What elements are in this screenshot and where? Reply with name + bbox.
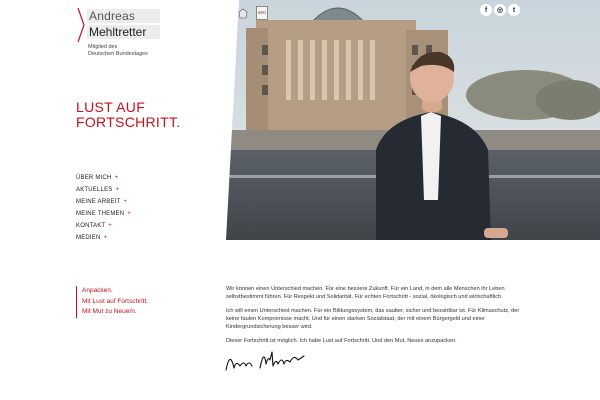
- nav-item-meine-themen[interactable]: [76, 208, 131, 220]
- reichstag-portrait-image: [226, 0, 600, 240]
- sidebar: [0, 0, 226, 240]
- expand-plus-icon[interactable]: +: [115, 187, 120, 193]
- name-first[interactable]: Andreas: [87, 9, 160, 23]
- intro-paragraph: Dieser Fortschritt ist möglich. Ich habe Lust auf Fortschritt. Und den Mut, Neues anzupacken.: [226, 338, 457, 344]
- expand-plus-icon[interactable]: +: [108, 223, 113, 229]
- main-nav: [76, 172, 131, 244]
- tagline-line1: LUST AUF: [76, 99, 146, 115]
- nav-label: AKTUELLES: [76, 187, 113, 193]
- subtitle-line1: Mitglied des: [88, 44, 118, 50]
- nav-label: MEINE ARBEIT: [76, 199, 121, 205]
- photo-edge-wedge: [226, 0, 242, 240]
- intro-text: [226, 285, 526, 351]
- expand-plus-icon[interactable]: +: [127, 211, 132, 217]
- expand-plus-icon[interactable]: +: [114, 175, 119, 181]
- intro-paragraph: Wir können einen Unterschied machen. Für eine bessere Zukunft. Für ein Land, in dem alle Menschen ihr Leben selbstbestimmt führen. Für Respekt und Solidarität. Für echten Fortschritt - sozial, ökologisch und wirtschaftlich.: [226, 286, 505, 300]
- claim-line2: Mit Lust auf Fortschritt.: [82, 297, 149, 305]
- bundestag-logo-icon[interactable]: [238, 7, 248, 19]
- nav-label: ÜBER MICH: [76, 175, 112, 181]
- nav-item-kontakt[interactable]: [76, 220, 131, 232]
- claim-line3: Mit Mut zu Neuem.: [82, 308, 137, 315]
- tagline: [76, 100, 180, 130]
- nav-item-meine-arbeit[interactable]: [76, 196, 131, 208]
- facebook-icon[interactable]: f: [480, 4, 492, 16]
- expand-plus-icon[interactable]: +: [103, 235, 108, 241]
- claim-line1: Anpacken.: [82, 287, 113, 294]
- tagline-line2: FORTSCHRITT.: [76, 114, 181, 130]
- nav-label: MEINE THEMEN: [76, 211, 125, 217]
- brand-slash-mark: [77, 8, 85, 42]
- name-last[interactable]: Mehltretter: [87, 25, 160, 39]
- nav-item-ueber-mich[interactable]: [76, 172, 131, 184]
- social-links: [480, 4, 520, 16]
- twitter-icon[interactable]: t: [508, 4, 520, 16]
- nav-item-medien[interactable]: [76, 232, 131, 244]
- signature-image: [222, 346, 312, 376]
- instagram-icon[interactable]: ◎: [494, 4, 506, 16]
- nav-label: MEDIEN: [76, 235, 101, 241]
- nav-label: KONTAKT: [76, 223, 106, 229]
- expand-plus-icon[interactable]: +: [123, 199, 128, 205]
- nav-item-aktuelles[interactable]: [76, 184, 131, 196]
- claims-block: [76, 286, 148, 318]
- hero-photo: [226, 0, 600, 240]
- spd-logo-icon[interactable]: SPD: [256, 6, 268, 20]
- intro-paragraph: Ich will einen Unterschied machen. Für ein Bildungssystem, das sauber, sicher und bezahlbar ist. Für Klimaschutz, der keine faulen Kompromisse macht. Und für einen starken Sozialstaat, der mit einem Bürgergeld und einer Kindergrundsicherung besser wird.: [226, 308, 520, 330]
- subtitle-line2: Deutschen Bundestages: [88, 51, 148, 57]
